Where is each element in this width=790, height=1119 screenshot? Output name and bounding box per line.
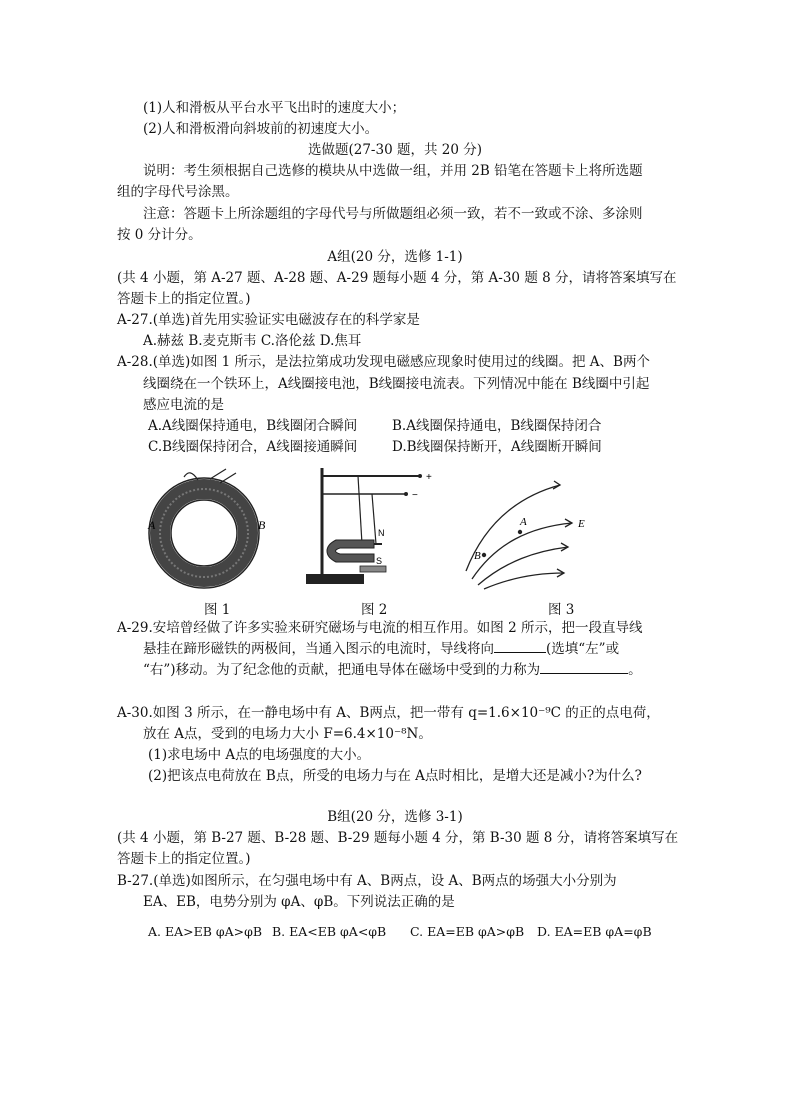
group-a-intro-line1: (共 4 小题，第 A-27 题、A-28 题、A-29 题每小题 4 分，第 A-30 题 8 分，请将答案填写在	[117, 270, 677, 286]
question-a30-line2: 放在 A点，受到的电场力大小 F=6.4×10⁻⁸N。	[143, 726, 432, 742]
section-title-elective: 选做题(27-30 题，共 20 分)	[307, 142, 482, 158]
question-a28-line3: 感应电流的是	[143, 397, 224, 413]
question-a30-sub2: (2)把该点电荷放在 B点，所受的电场力与在 A点时相比，是增大还是减小?为什么?	[148, 768, 642, 784]
question-a28-line1: A-28.(单选)如图 1 所示，是法拉第成功发现电磁感应现象时使用过的线圈。把 A、B两个	[117, 354, 650, 370]
elective-note-line2: 按 0 分计分。	[117, 227, 202, 243]
answer-blank-direction[interactable]	[494, 640, 546, 653]
question-a29-line3-text: “右”)移动。为了纪念他的贡献，把通电导体在磁场中受到的力称为	[143, 662, 541, 678]
elective-desc-line2: 组的字母代号涂黑。	[117, 184, 239, 200]
group-a-intro-line2: 答题卡上的指定位置。)	[117, 291, 251, 307]
question-a29-line2	[143, 640, 619, 658]
question-b27-line2: EA、EB，电势分别为 φA、φB。下列说法正确的是	[143, 894, 455, 910]
question-a30-line1: A-30.如图 3 所示，在一静电场中有 A、B两点，把一带有 q=1.6×10⁻⁹C 的正的点电荷，	[117, 705, 660, 721]
question-a28-option-c: C.B线圈保持闭合，A线圈接通瞬间	[148, 439, 358, 455]
figure-1-coil	[140, 465, 270, 595]
question-a28-option-a: A.A线圈保持通电，B线圈闭合瞬间	[148, 418, 358, 434]
group-a-title: A组(20 分，选修 1-1)	[327, 249, 463, 265]
question-a29-line1: A-29.安培曾经做了许多实验来研究磁场与电流的相互作用。如图 2 所示，把一段直导线	[117, 620, 643, 636]
elective-note-line1: 注意：答题卡上所涂题组的字母代号与所做题组必须一致，若不一致或不涂、多涂则	[143, 206, 643, 222]
question-a29-line3	[143, 661, 642, 679]
figure-3-label-e: E	[578, 518, 585, 530]
question-a29-line3-tail: 。	[628, 662, 642, 678]
figure-2-label-n: N	[378, 528, 385, 538]
question-a28-option-d: D.B线圈保持断开，A线圈断开瞬间	[392, 439, 602, 455]
figure-2-apparatus	[300, 462, 440, 592]
elective-desc-line1: 说明：考生须根据自己选修的模块从中选做一组，并用 2B 铅笔在答题卡上将所选题	[143, 163, 643, 179]
figure-3-label-b: B	[474, 550, 481, 562]
question-a29-line2-tail: (选填“左”或	[546, 641, 620, 657]
figure-2-caption: 图 2	[361, 602, 388, 618]
figure-2-label-plus: +	[426, 472, 432, 483]
question-item-1: (1)人和滑板从平台水平飞出时的速度大小；	[143, 100, 406, 116]
question-b27-option-d: D. EA=EB φA=φB	[537, 924, 652, 939]
question-item-2: (2)人和滑板滑向斜坡前的初速度大小。	[143, 121, 379, 137]
group-b-intro-line1: (共 4 小题，第 B-27 题、B-28 题、B-29 题每小题 4 分，第 B-30 题 8 分，请将答案填写在	[117, 830, 679, 846]
figure-3-label-a: A	[520, 516, 527, 528]
question-b27-option-c: C. EA=EB φA>φB	[410, 924, 525, 939]
figure-2-label-s: S	[376, 556, 383, 566]
figure-1-caption: 图 1	[204, 602, 231, 618]
answer-blank-force-name[interactable]	[540, 661, 628, 674]
group-b-intro-line2: 答题卡上的指定位置。)	[117, 851, 251, 867]
question-a27-options: A.赫兹 B.麦克斯韦 C.洛伦兹 D.焦耳	[143, 333, 362, 349]
figure-2-label-minus: −	[412, 490, 418, 501]
question-a27: A-27.(单选)首先用实验证实电磁波存在的科学家是	[117, 312, 420, 328]
question-a28-option-b: B.A线圈保持通电，B线圈保持闭合	[392, 418, 602, 434]
figure-3-caption: 图 3	[548, 602, 575, 618]
question-b27-option-a: A. EA>EB φA>φB	[148, 924, 263, 939]
question-a28-line2: 线圈绕在一个铁环上，A线圈接电池，B线圈接电流表。下列情况中能在 B线圈中引起	[143, 376, 650, 392]
figure-1-label-a: A	[148, 518, 156, 532]
figure-3-field-lines	[460, 475, 600, 590]
question-b27-option-b: B. EA<EB φA<φB	[272, 924, 387, 939]
figure-1-label-b: B	[258, 518, 266, 532]
group-b-title: B组(20 分，选修 3-1)	[327, 809, 463, 825]
question-a29-line2-text: 悬挂在蹄形磁铁的两极间，当通入图示的电流时，导线将向	[143, 641, 494, 657]
question-a30-sub1: (1)求电场中 A点的电场强度的大小。	[148, 747, 371, 763]
question-b27-line1: B-27.(单选)如图所示，在匀强电场中有 A、B两点，设 A、B两点的场强大小分别为	[117, 873, 617, 889]
